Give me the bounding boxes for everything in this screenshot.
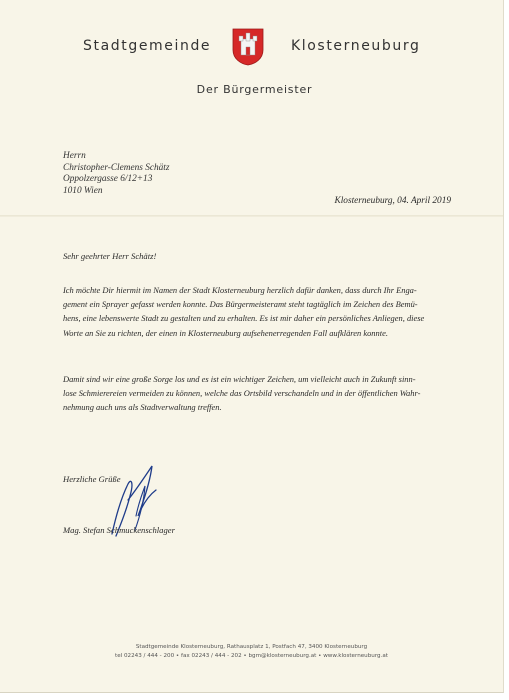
body-line: Damit sind wir eine große Sorge los und es ist ein wichtiger Zeichen, um vielleicht auch in Zukunft sinn- — [63, 374, 416, 384]
body-paragraph-1 — [63, 283, 424, 340]
coat-of-arms-icon — [232, 28, 264, 66]
body-line: Worte an Sie zu richten, der einen in Klosterneuburg aufsehenerregenden Fall aufklären konnte. — [63, 327, 388, 338]
recipient-line: Herrn — [63, 151, 86, 161]
body-line: nehmung auch uns als Stadtverwaltung treffen. — [63, 402, 222, 413]
letterhead-municipality: Stadtgemeinde — [83, 38, 212, 54]
recipient-address — [63, 151, 169, 197]
body-line: hens, eine lebenswerte Stadt zu gestalten und zu erhalten. Es ist mir daher ein persönliches Anliegen, diese — [63, 313, 425, 324]
letterhead-office: Der Bürgermeister — [196, 83, 313, 96]
paper-fold — [0, 215, 503, 217]
body-line: lose Schmierereien vermeiden zu können, welche das Ortsbild verschandeln und in der öffentlichen Wahr- — [63, 388, 421, 399]
recipient-line: 1010 Wien — [63, 185, 103, 196]
letter-date: Klosterneuburg, 04. April 2019 — [334, 196, 451, 206]
letter-footer — [0, 643, 503, 661]
closing-greeting: Herzliche Grüße — [63, 474, 121, 484]
salutation: Sehr geehrter Herr Schätz! — [63, 251, 157, 261]
signer-name: Mag. Stefan Schmuckenschlager — [63, 525, 175, 535]
recipient-line: Oppolzergasse 6/12+13 — [63, 174, 153, 184]
body-paragraph-2 — [63, 372, 420, 415]
body-line: Ich möchte Dir hiermit im Namen der Stadt Klosterneuburg herzlich dafür danken, dass durch Ihr Enga- — [63, 285, 417, 295]
body-line: gement ein Sprayer gefasst werden konnte. Das Bürgermeisteramt steht tagtäglich im Zeichen des Bemü- — [63, 299, 418, 310]
footer-address: Stadtgemeinde Klosterneuburg, Rathausplatz 1, Postfach 47, 3400 Klosterneuburg — [135, 644, 368, 650]
footer-contacts: tel 02243 / 444 - 200 • fax 02243 / 444 - 202 • bgm@klosterneuburg.at • www.klosterneuburg.at — [115, 653, 388, 659]
letterhead-town: Klosterneuburg — [291, 38, 421, 54]
recipient-line: Christopher-Clemens Schätz — [63, 162, 170, 173]
